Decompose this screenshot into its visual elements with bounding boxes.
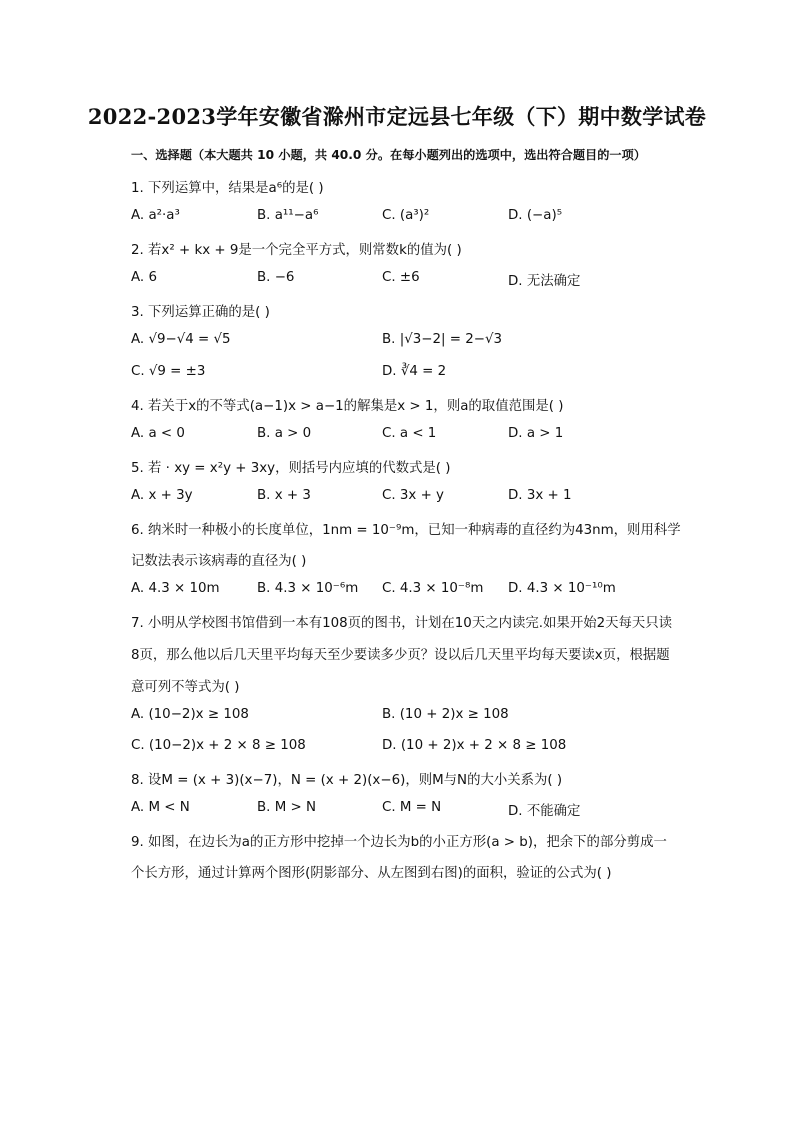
question-5-stem: 5. 若 · xy = x²y + 3xy，则括号内应填的代数式是( ): [131, 461, 451, 476]
question-4-stem: 4. 若关于x的不等式(a−1)x > a−1的解集是x > 1，则a的取值范围是( ): [131, 399, 564, 414]
question-8-option-d[interactable]: D. 不能确定: [508, 804, 581, 819]
question-5-option-b[interactable]: B. x + 3: [257, 488, 311, 503]
question-1-option-b[interactable]: B. a¹¹−a⁶: [257, 208, 319, 223]
question-9-stem-line-1: 9. 如图，在边长为a的正方形中挖掉一个边长为b的小正方形(a > b)，把余下的部分剪成一: [131, 835, 667, 850]
question-7-option-b[interactable]: B. (10 + 2)x ≥ 108: [382, 707, 509, 722]
question-7-option-d[interactable]: D. (10 + 2)x + 2 × 8 ≥ 108: [382, 738, 567, 753]
exam-title: 2022-2023学年安徽省滁州市定远县七年级（下）期中数学试卷: [87, 104, 707, 129]
question-7-stem-line-1: 7. 小明从学校图书馆借到一本有108页的图书，计划在10天之内读完.如果开始2天每天只读: [131, 616, 673, 631]
question-1-stem: 1. 下列运算中，结果是a⁶的是( ): [131, 181, 324, 196]
question-5-option-c[interactable]: C. 3x + y: [382, 488, 444, 503]
question-4-option-d[interactable]: D. a > 1: [508, 426, 564, 441]
question-7-stem-line-3: 意可列不等式为( ): [131, 680, 240, 695]
question-1-option-a[interactable]: A. a²·a³: [131, 208, 180, 223]
section-heading: 一、选择题（本大题共 10 小题，共 40.0 分。在每小题列出的选项中，选出符合题目的一项）: [131, 148, 646, 162]
question-7-stem-line-2: 8页，那么他以后几天里平均每天至少要读多少页？设以后几天里平均每天要读x页，根据题: [131, 648, 670, 663]
question-2-option-a[interactable]: A. 6: [131, 270, 157, 285]
question-6-stem-line-1: 6. 纳米时一种极小的长度单位，1nm = 10⁻⁹m，已知一种病毒的直径约为43nm，则用科学: [131, 523, 681, 538]
question-8-option-b[interactable]: B. M > N: [257, 800, 317, 815]
question-9-stem-line-2: 个长方形，通过计算两个图形(阴影部分、从左图到右图)的面积，验证的公式为( ): [131, 866, 612, 881]
question-1-option-d[interactable]: D. (−a)⁵: [508, 208, 563, 223]
question-3-stem: 3. 下列运算正确的是( ): [131, 305, 270, 320]
question-4-option-a[interactable]: A. a < 0: [131, 426, 185, 441]
question-3-option-d[interactable]: D. ∛4 = 2: [382, 364, 447, 379]
question-4-option-c[interactable]: C. a < 1: [382, 426, 437, 441]
question-3-option-a[interactable]: A. √9−√4 = √5: [131, 332, 231, 347]
question-8-stem: 8. 设M = (x + 3)(x−7)，N = (x + 2)(x−6)，则M与N的大小关系为( ): [131, 773, 563, 788]
question-3-option-b[interactable]: B. |√3−2| = 2−√3: [382, 332, 503, 347]
question-7-option-a[interactable]: A. (10−2)x ≥ 108: [131, 707, 249, 722]
question-2-stem: 2. 若x² + kx + 9是一个完全平方式，则常数k的值为( ): [131, 243, 462, 258]
question-3-option-c[interactable]: C. √9 = ±3: [131, 364, 206, 379]
question-1-option-c[interactable]: C. (a³)²: [382, 208, 430, 223]
question-2-option-c[interactable]: C. ±6: [382, 270, 420, 285]
question-6-stem-line-2: 记数法表示该病毒的直径为( ): [131, 554, 307, 569]
question-5-option-a[interactable]: A. x + 3y: [131, 488, 193, 503]
question-4-option-b[interactable]: B. a > 0: [257, 426, 312, 441]
question-8-option-c[interactable]: C. M = N: [382, 800, 442, 815]
question-7-option-c[interactable]: C. (10−2)x + 2 × 8 ≥ 108: [131, 738, 306, 753]
question-2-option-b[interactable]: B. −6: [257, 270, 295, 285]
question-5-option-d[interactable]: D. 3x + 1: [508, 488, 572, 503]
question-6-option-d[interactable]: D. 4.3 × 10⁻¹⁰m: [508, 581, 616, 596]
question-6-option-c[interactable]: C. 4.3 × 10⁻⁸m: [382, 581, 484, 596]
question-2-option-d[interactable]: D. 无法确定: [508, 274, 581, 289]
question-6-option-a[interactable]: A. 4.3 × 10m: [131, 581, 220, 596]
question-8-option-a[interactable]: A. M < N: [131, 800, 190, 815]
question-6-option-b[interactable]: B. 4.3 × 10⁻⁶m: [257, 581, 359, 596]
